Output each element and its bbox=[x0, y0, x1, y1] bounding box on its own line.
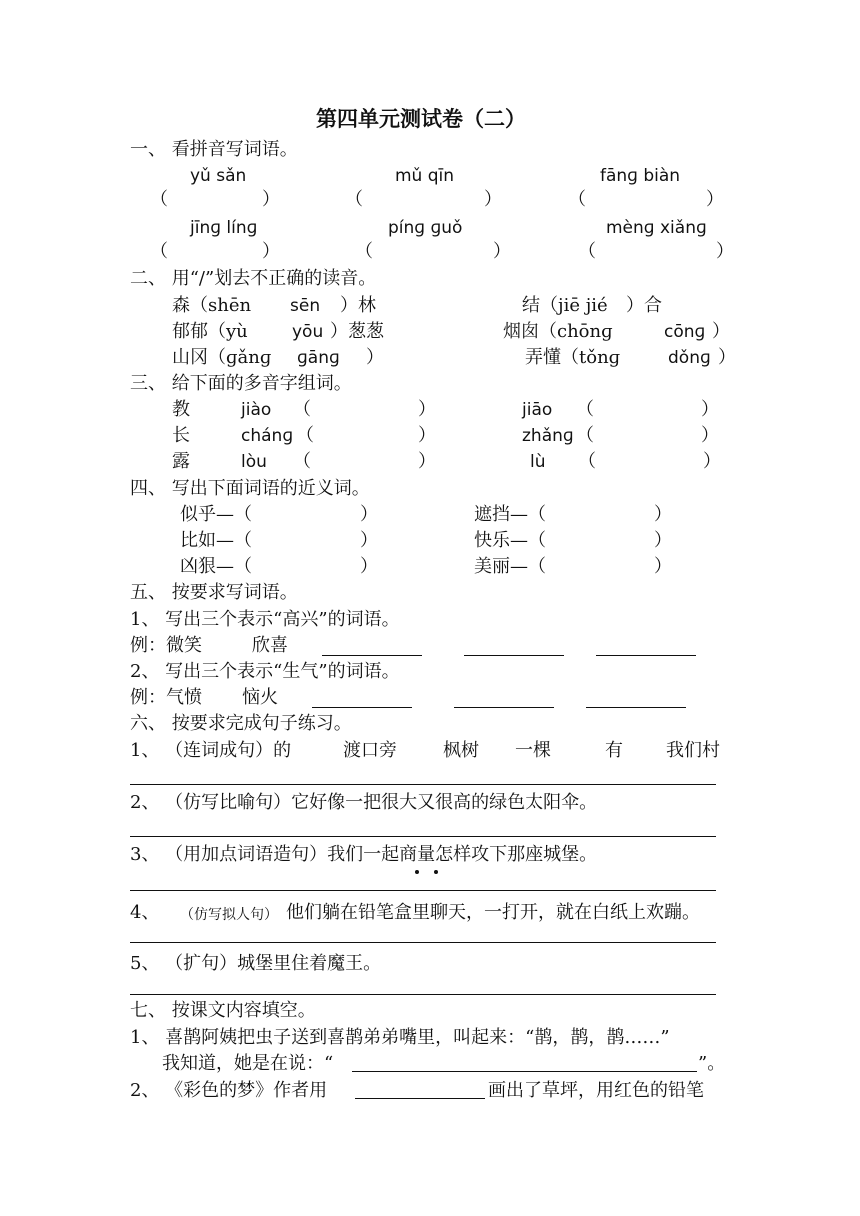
scrambled-word: 有 bbox=[605, 740, 623, 761]
answer-line[interactable] bbox=[130, 942, 716, 943]
pinyin-4: jīnɡ línɡ bbox=[190, 218, 258, 238]
pinyin-2: mǔ qīn bbox=[395, 166, 455, 186]
paren-close: ） bbox=[701, 399, 719, 420]
pinyin-1: yǔ sǎn bbox=[190, 166, 247, 186]
answer-line[interactable] bbox=[130, 994, 716, 995]
emphasis-dot bbox=[434, 870, 438, 874]
paren-open: （ bbox=[296, 425, 314, 446]
paren-close: ） bbox=[360, 530, 378, 551]
paren-open: （ bbox=[578, 451, 596, 472]
question-5-1: 1、 写出三个表示“高兴”的词语。 bbox=[130, 609, 400, 630]
paren-close: ） bbox=[418, 451, 436, 472]
paren-close: ） bbox=[716, 241, 734, 262]
paren-close: ） bbox=[654, 504, 672, 525]
answer-blank[interactable] bbox=[322, 655, 422, 656]
question-6-3: 3、 （用加点词语造句）我们一起商量怎样攻下那座城堡。 bbox=[130, 844, 598, 865]
paren-open: （ bbox=[355, 241, 373, 262]
pinyin-5: pínɡ ɡuǒ bbox=[388, 218, 463, 238]
reading-item: 弄懂（tǒnɡ bbox=[525, 347, 621, 368]
scrambled-word: 枫树 bbox=[443, 740, 479, 761]
synonym-item: 遮挡—（ bbox=[474, 504, 546, 525]
paren-close: ） bbox=[654, 556, 672, 577]
question-6-5: 5、 （扩句）城堡里住着魔王。 bbox=[130, 953, 382, 974]
section-4-heading: 四、 写出下面词语的近义词。 bbox=[130, 478, 370, 499]
reading-item: 结（jiē jié bbox=[522, 295, 608, 316]
scrambled-word: 我们村 bbox=[666, 740, 720, 761]
poly-char: 长 bbox=[172, 425, 190, 446]
scrambled-word: 一棵 bbox=[515, 740, 551, 761]
answer-line[interactable] bbox=[130, 784, 716, 785]
paren-close: ） bbox=[703, 451, 721, 472]
answer-blank[interactable] bbox=[352, 1071, 697, 1072]
paren-close: ） bbox=[706, 189, 724, 210]
paren-close: ） bbox=[484, 189, 502, 210]
answer-line[interactable] bbox=[130, 836, 716, 837]
paren-open: （ bbox=[293, 399, 311, 420]
poly-pinyin: zhǎnɡ bbox=[522, 426, 574, 446]
paren-close: ） bbox=[262, 241, 280, 262]
answer-blank[interactable] bbox=[355, 1098, 485, 1099]
example-word: 例：气愤 bbox=[130, 687, 202, 708]
paren-close: ） bbox=[701, 425, 719, 446]
question-7-1-suffix: ”。 bbox=[698, 1053, 726, 1074]
reading-alt: ɡānɡ bbox=[297, 348, 340, 368]
paren-open: （ bbox=[150, 189, 168, 210]
synonym-item: 快乐—（ bbox=[474, 530, 546, 551]
page-title: 第四单元测试卷（二） bbox=[316, 106, 526, 131]
answer-blank[interactable] bbox=[586, 707, 686, 708]
answer-line[interactable] bbox=[130, 890, 716, 891]
section-2-heading: 二、 用“/”划去不正确的读音。 bbox=[130, 268, 377, 289]
paren-close: ） bbox=[262, 189, 280, 210]
synonym-item: 似乎—（ bbox=[180, 504, 252, 525]
paren-open: （ bbox=[576, 399, 594, 420]
scrambled-word: 渡口旁 bbox=[343, 740, 397, 761]
pinyin-3: fānɡ biàn bbox=[600, 166, 681, 186]
pinyin-6: mènɡ xiǎnɡ bbox=[606, 218, 707, 238]
paren-close: ） bbox=[418, 425, 436, 446]
paren-close: ） bbox=[418, 399, 436, 420]
reading-alt: sēn bbox=[290, 296, 321, 316]
question-7-2: 2、 《彩色的梦》作者用 bbox=[130, 1080, 328, 1101]
poly-pinyin: lòu bbox=[241, 452, 267, 472]
reading-item: 山冈（ɡǎnɡ bbox=[172, 347, 272, 368]
paren-close: ） bbox=[360, 504, 378, 525]
answer-blank[interactable] bbox=[454, 707, 554, 708]
section-7-heading: 七、 按课文内容填空。 bbox=[130, 1000, 316, 1021]
reading-end: ） bbox=[366, 347, 384, 368]
poly-pinyin: lù bbox=[530, 452, 546, 472]
reading-end: ）合 bbox=[626, 295, 662, 316]
poly-pinyin: jiào bbox=[241, 400, 272, 420]
answer-blank[interactable] bbox=[312, 707, 412, 708]
reading-alt: cōnɡ bbox=[664, 322, 706, 342]
reading-item: 烟囱（chōnɡ bbox=[503, 321, 613, 342]
synonym-item: 凶狠—（ bbox=[180, 556, 252, 577]
poly-pinyin: chánɡ bbox=[241, 426, 294, 446]
reading-item: 森（shēn bbox=[172, 295, 252, 316]
section-5-heading: 五、 按要求写词语。 bbox=[130, 582, 298, 603]
paren-open: （ bbox=[293, 451, 311, 472]
reading-end: ） bbox=[712, 321, 730, 342]
question-7-2-suffix: 画出了草坪，用红色的铅笔 bbox=[488, 1080, 704, 1101]
emphasis-dot bbox=[415, 870, 419, 874]
poly-char: 教 bbox=[172, 399, 190, 420]
question-6-4-number: 4、 bbox=[130, 902, 160, 923]
example-word: 恼火 bbox=[242, 687, 278, 708]
question-6-1: 1、 （连词成句）的 bbox=[130, 740, 292, 761]
section-1-heading: 一、 看拼音写词语。 bbox=[130, 139, 298, 160]
reading-item: 郁郁（yù bbox=[172, 321, 248, 342]
paren-open: （ bbox=[576, 425, 594, 446]
question-6-4-tag: （仿写拟人句） bbox=[180, 907, 278, 923]
reading-end: ）葱葱 bbox=[330, 321, 384, 342]
example-word: 欣喜 bbox=[252, 635, 288, 656]
answer-blank[interactable] bbox=[596, 655, 696, 656]
section-6-heading: 六、 按要求完成句子练习。 bbox=[130, 713, 352, 734]
paren-close: ） bbox=[360, 556, 378, 577]
question-7-1-prefix: 我知道，她是在说：“ bbox=[162, 1053, 334, 1074]
question-5-2: 2、 写出三个表示“生气”的词语。 bbox=[130, 661, 400, 682]
paren-close: ） bbox=[654, 530, 672, 551]
answer-blank[interactable] bbox=[464, 655, 564, 656]
paren-open: （ bbox=[345, 189, 363, 210]
example-word: 例：微笑 bbox=[130, 635, 202, 656]
paren-close: ） bbox=[493, 241, 511, 262]
paren-open: （ bbox=[578, 241, 596, 262]
question-7-1: 1、 喜鹊阿姨把虫子送到喜鹊弟弟嘴里，叫起来：“鹊，鹊，鹊……” bbox=[130, 1027, 670, 1048]
section-3-heading: 三、 给下面的多音字组词。 bbox=[130, 373, 352, 394]
synonym-item: 美丽—（ bbox=[474, 556, 546, 577]
question-6-4-text: 他们躺在铅笔盒里聊天，一打开，就在白纸上欢蹦。 bbox=[286, 902, 700, 923]
poly-char: 露 bbox=[172, 451, 190, 472]
reading-end: ） bbox=[718, 347, 736, 368]
paren-open: （ bbox=[150, 241, 168, 262]
reading-alt: dǒnɡ bbox=[668, 348, 711, 368]
reading-end: ）林 bbox=[340, 295, 376, 316]
question-6-2: 2、 （仿写比喻句）它好像一把很大又很高的绿色太阳伞。 bbox=[130, 792, 598, 813]
paren-open: （ bbox=[568, 189, 586, 210]
poly-pinyin: jiāo bbox=[522, 400, 553, 420]
synonym-item: 比如—（ bbox=[180, 530, 252, 551]
reading-alt: yōu bbox=[292, 322, 324, 342]
